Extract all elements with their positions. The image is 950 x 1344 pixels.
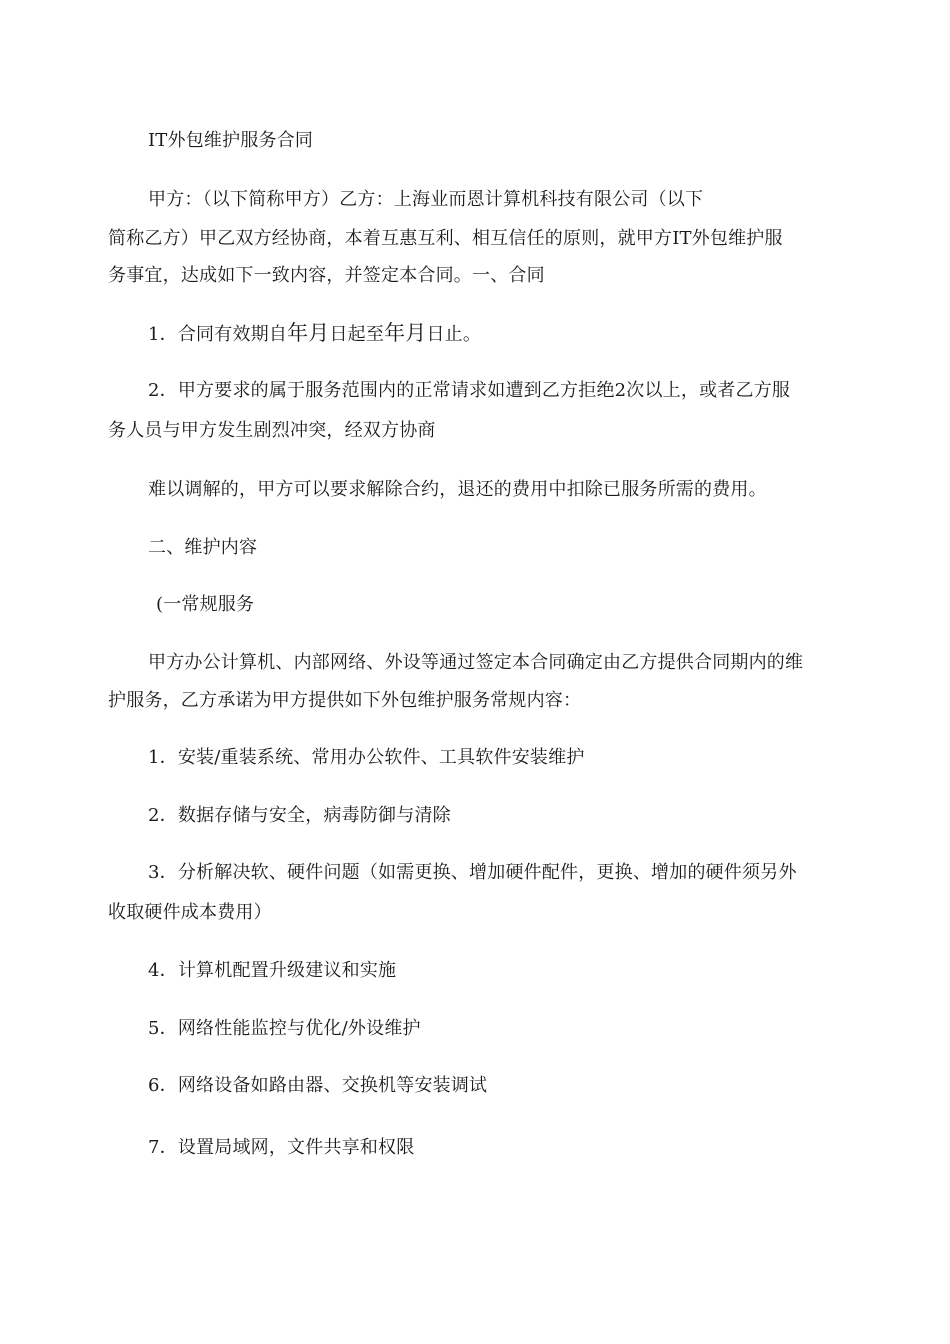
- clause-2-line-3: 难以调解的，甲方可以要求解除合约，退还的费用中扣除已服务所需的费用。: [148, 479, 767, 500]
- list-item-6: 6．网络设备如路由器、交换机等安装调试: [148, 1075, 488, 1096]
- list-item-4: 4．计算机配置升级建议和实施: [148, 960, 397, 981]
- section-2-heading: 二、维护内容: [148, 537, 258, 558]
- clause-1-end-date-blank: 年月: [384, 321, 427, 345]
- list-item-3-line-2: 收取硬件成本费用）: [108, 902, 272, 923]
- list-item-3-line-1: 3．分析解决软、硬件问题（如需更换、增加硬件配件，更换、增加的硬件须另外: [148, 862, 797, 883]
- clause-1-start-date-blank: 年月: [287, 321, 330, 345]
- list-item-7: 7．设置局域网，文件共享和权限: [148, 1137, 415, 1158]
- clause-1: [148, 322, 481, 346]
- parties-paragraph-line-1: 甲方：（以下简称甲方）乙方：上海业而恩计算机科技有限公司（以下: [148, 189, 704, 210]
- parties-paragraph-line-3: 务事宜，达成如下一致内容，并签定本合同。一、合同: [108, 265, 545, 286]
- clause-2-line-1: 2．甲方要求的属于服务范围内的正常请求如遭到乙方拒绝2次以上，或者乙方服: [148, 380, 791, 401]
- clause-2-line-2: 务人员与甲方发生剧烈冲突，经双方协商: [108, 420, 436, 441]
- clause-1-suffix: 日止。: [426, 324, 482, 345]
- clause-1-prefix: 1．合同有效期自: [148, 324, 288, 345]
- intro-paragraph-line-2: 护服务，乙方承诺为甲方提供如下外包维护服务常规内容：: [108, 690, 582, 711]
- clause-1-mid: 日起至: [329, 324, 385, 345]
- list-item-2: 2．数据存储与安全，病毒防御与清除: [148, 805, 451, 826]
- parties-paragraph-line-2: 简称乙方）甲乙双方经协商，本着互惠互利、相互信任的原则，就甲方IT外包维护服: [108, 228, 783, 249]
- document-title: IT外包维护服务合同: [148, 130, 314, 151]
- list-item-5: 5．网络性能监控与优化/外设维护: [148, 1018, 421, 1039]
- subsection-1-heading: (一常规服务: [156, 594, 255, 615]
- list-item-1: 1．安装/重装系统、常用办公软件、工具软件安装维护: [148, 747, 585, 768]
- intro-paragraph-line-1: 甲方办公计算机、内部网络、外设等通过签定本合同确定由乙方提供合同期内的维: [148, 652, 804, 673]
